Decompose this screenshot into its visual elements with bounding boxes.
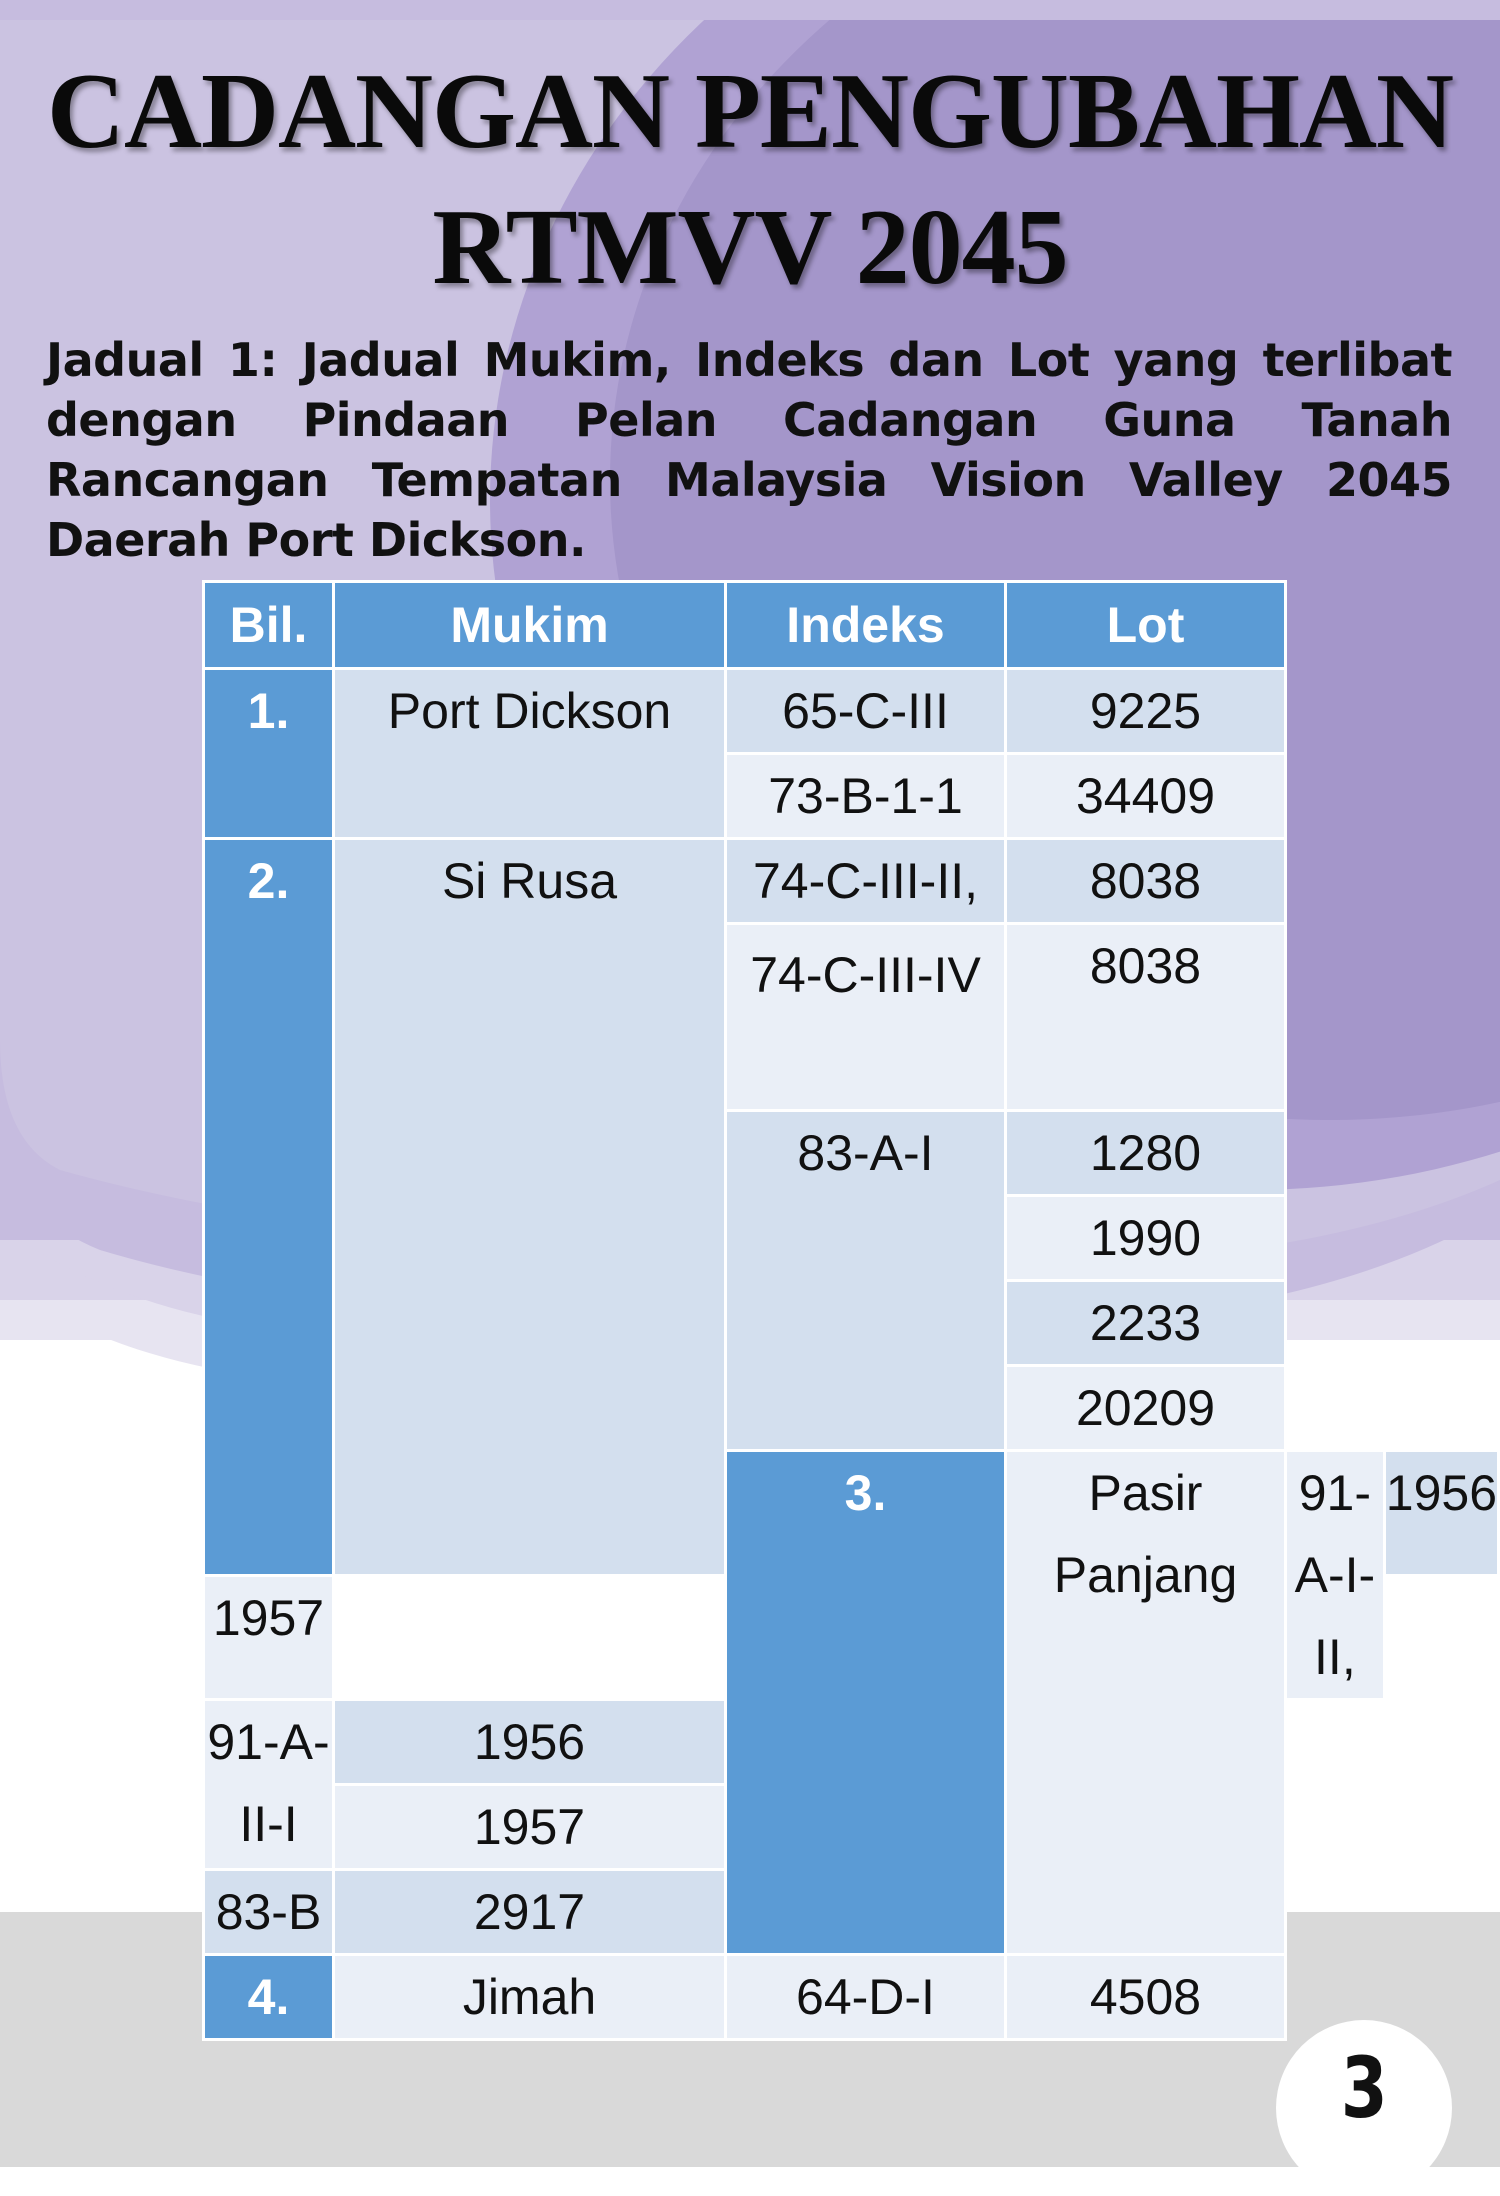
indeks-cell: 91-A-I-II, xyxy=(1286,1451,1385,1700)
page-title-line-2: RTMVV 2045 xyxy=(432,188,1068,307)
lot-cell: 1956 xyxy=(334,1700,726,1785)
table-header-row xyxy=(204,582,1499,669)
row-number: 2. xyxy=(204,839,334,1576)
lot-table xyxy=(202,580,1500,2041)
lot-cell: 8038 xyxy=(1006,924,1286,1111)
lot-cell: 1956 xyxy=(1384,1451,1498,1576)
table-caption: Jadual 1: Jadual Mukim, Indeks dan Lot yang terlibat dengan Pindaan Pelan Cadangan Guna Tanah Rancangan Tempatan Malaysia Vision Valley 2045 Daerah Port Dickson. xyxy=(46,333,1452,567)
mukim-cell: Port Dickson xyxy=(334,669,726,839)
page-number-badge xyxy=(1276,2020,1452,2196)
mukim-cell: Jimah xyxy=(334,1955,726,2040)
indeks-cell: 73-B-1-1 xyxy=(726,754,1006,839)
lot-cell: 2917 xyxy=(334,1870,726,1955)
lot-cell: 4508 xyxy=(1006,1955,1286,2040)
mukim-cell: Si Rusa xyxy=(334,839,726,1576)
row-number: 1. xyxy=(204,669,334,839)
lot-cell: 1280 xyxy=(1006,1111,1286,1196)
header-mukim: Mukim xyxy=(334,582,726,669)
row-number: 3. xyxy=(726,1451,1006,1955)
mukim-cell: Pasir Panjang xyxy=(1006,1451,1286,1955)
indeks-cell: 74-C-III-IV xyxy=(726,924,1006,1111)
lot-cell: 34409 xyxy=(1006,754,1286,839)
indeks-cell: 83-A-I xyxy=(726,1111,1006,1451)
table-row xyxy=(204,1955,1499,2040)
table-row xyxy=(204,839,1499,924)
header-bil: Bil. xyxy=(204,582,334,669)
lot-cell: 1957 xyxy=(204,1575,334,1700)
lot-cell: 20209 xyxy=(1006,1366,1286,1451)
indeks-cell: 64-D-I xyxy=(726,1955,1006,2040)
header-lot: Lot xyxy=(1006,582,1286,669)
lot-cell: 1957 xyxy=(334,1785,726,1870)
row-number: 4. xyxy=(204,1955,334,2040)
table-row xyxy=(204,669,1499,754)
lot-cell: 9225 xyxy=(1006,669,1286,754)
lot-cell: 2233 xyxy=(1006,1281,1286,1366)
indeks-cell: 91-A-II-I xyxy=(204,1700,334,1870)
indeks-cell: 83-B xyxy=(204,1870,334,1955)
indeks-cell: 74-C-III-II, xyxy=(726,839,1006,924)
indeks-cell: 65-C-III xyxy=(726,669,1006,754)
lot-cell: 1990 xyxy=(1006,1196,1286,1281)
lot-cell: 8038 xyxy=(1006,839,1286,924)
page-number: 3 xyxy=(1340,2039,1388,2137)
header-indeks: Indeks xyxy=(726,582,1006,669)
page-title-line-1: CADANGAN PENGUBAHAN xyxy=(47,52,1453,171)
